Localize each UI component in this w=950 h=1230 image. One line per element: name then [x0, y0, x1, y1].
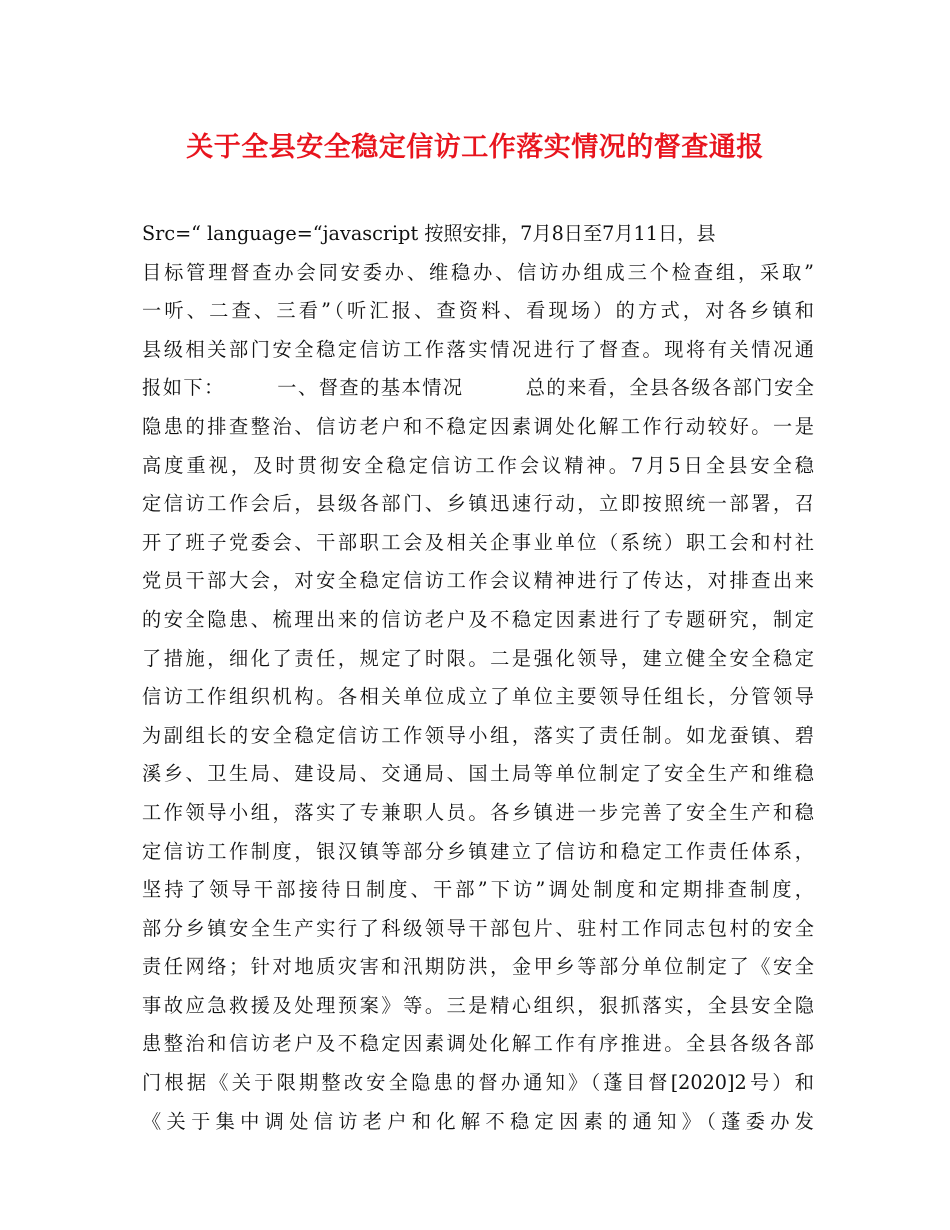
paragraph-line: 定信访工作会后，县级各部门、乡镇迅速行动，立即按照统一部署，召: [142, 492, 814, 516]
paragraph-line: 工作领导小组，落实了专兼职人员。各乡镇进一步完善了安全生产和稳: [142, 800, 814, 824]
paragraph-line: 一听、二查、三看”（听汇报、查资料、看现场）的方式，对各乡镇和: [142, 299, 814, 323]
paragraph-line: 坚持了领导干部接待日制度、干部”下访”调处制度和定期排查制度，: [142, 878, 814, 902]
paragraph-line: 的安全隐患、梳理出来的信访老户及不稳定因素进行了专题研究，制定: [142, 607, 814, 631]
paragraph-line: 县级相关部门安全稳定信访工作落实情况进行了督查。现将有关情况通: [142, 337, 814, 361]
paragraph-line: 报如下： 一、督查的基本情况 总的来看，全县各级各部门安全: [142, 376, 814, 400]
document-body: [142, 215, 814, 1141]
paragraph-line: 信访工作组织机构。各相关单位成立了单位主要领导任组长，分管领导: [142, 685, 814, 709]
paragraph-line: 《关于集中调处信访老户和化解不稳定因素的通知》（蓬委办发: [142, 1109, 814, 1133]
paragraph-line: 高度重视，及时贯彻安全稳定信访工作会议精神。7月5日全县安全稳: [142, 453, 814, 477]
paragraph-line: 党员干部大会，对安全稳定信访工作会议精神进行了传达，对排查出来: [142, 569, 814, 593]
paragraph-line: 隐患的排查整治、信访老户和不稳定因素调处化解工作行动较好。一是: [142, 414, 814, 438]
paragraph-line: 开了班子党委会、干部职工会及相关企事业单位（系统）职工会和村社: [142, 530, 814, 554]
paragraph-line: 溪乡、卫生局、建设局、交通局、国土局等单位制定了安全生产和维稳: [142, 762, 814, 786]
paragraph-line: 为副组长的安全稳定信访工作领导小组，落实了责任制。如龙蚕镇、碧: [142, 723, 814, 747]
paragraph-line: 门根据《关于限期整改安全隐患的督办通知》（蓬目督[2020]2号）和: [142, 1071, 814, 1095]
paragraph-line: 责任网络；针对地质灾害和汛期防洪，金甲乡等部分单位制定了《安全: [142, 955, 814, 979]
paragraph-line: 事故应急救援及处理预案》等。三是精心组织，狠抓落实，全县安全隐: [142, 993, 814, 1017]
paragraph-line: 目标管理督查办会同安委办、维稳办、信访办组成三个检查组，采取”: [142, 260, 814, 284]
paragraph-line: 定信访工作制度，银汉镇等部分乡镇建立了信访和稳定工作责任体系，: [142, 839, 814, 863]
document-title: 关于全县安全稳定信访工作落实情况的督查通报: [186, 132, 764, 163]
paragraph-line: 患整治和信访老户及不稳定因素调处化解工作有序推进。全县各级各部: [142, 1032, 814, 1056]
paragraph-line: 部分乡镇安全生产实行了科级领导干部包片、驻村工作同志包村的安全: [142, 916, 814, 940]
paragraph-line: Src=“ language=“javascript 按照安排，7月8日至7月11日，县: [142, 222, 716, 245]
paragraph-line: 了措施，细化了责任，规定了时限。二是强化领导，建立健全安全稳定: [142, 646, 814, 670]
